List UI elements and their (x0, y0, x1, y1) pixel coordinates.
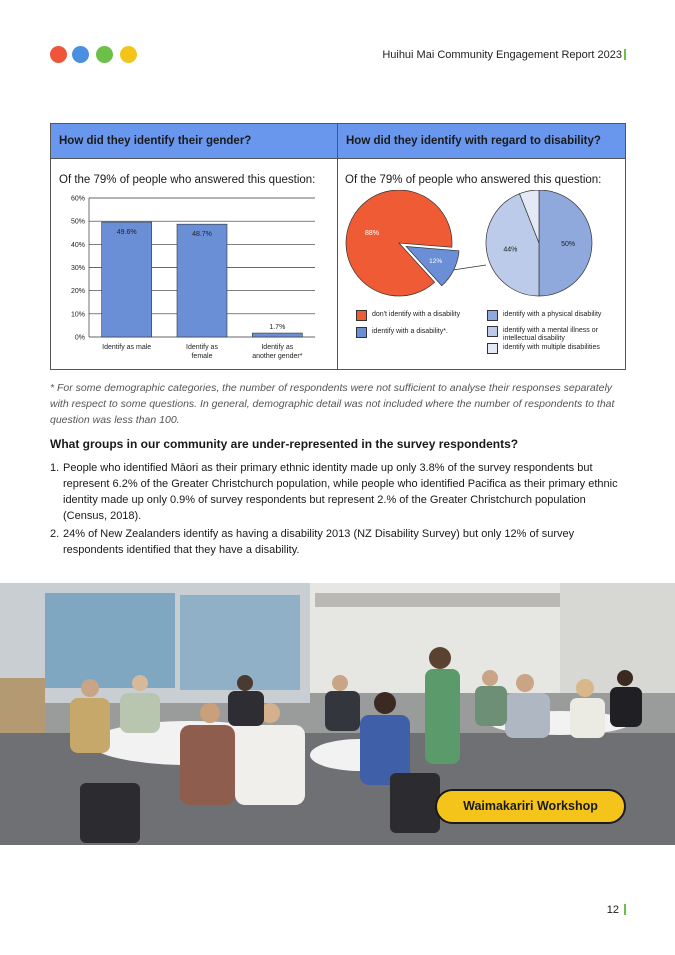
x-category-label: female (191, 353, 213, 360)
bar (177, 224, 227, 337)
y-tick-label: 10% (70, 311, 85, 319)
disability-heading: How did they identify with regard to disability? (338, 124, 625, 158)
logo-mark-yellow (120, 46, 137, 63)
legend-label: identify with multiple disabilities (503, 344, 600, 351)
list-text: 24% of New Zealanders identify as having a disability 2013 (NZ Disability Survey) but only 12% of survey respondents identified that they have a disability. (63, 528, 575, 556)
legend-label: identify with a physical disability (503, 311, 602, 318)
x-category-label: Identify as (186, 344, 218, 351)
footnote: * For some demographic categories, the number of respondents were not sufficient to analyse their responses separately with respect to some questions. In general, demographic detail was not included where the number of respondents to that question was less than 100. (50, 382, 615, 426)
list-number: 2. (50, 528, 60, 540)
connector-line (454, 265, 486, 270)
legend-swatch (356, 310, 367, 321)
logo-mark-green (96, 46, 113, 63)
list-item (50, 526, 630, 558)
legend-swatch (356, 327, 367, 338)
gender-subtitle: Of the 79% of people who answered this question: (59, 174, 316, 186)
header-accent-bar (624, 49, 626, 60)
logo-mark-blue (72, 46, 89, 63)
x-category-label: Identify as male (102, 344, 152, 351)
section-question: What groups in our community are under-represented in the survey respondents? (50, 437, 519, 451)
page-number-accent-bar (624, 904, 626, 915)
x-category-label: Identify as (261, 344, 294, 351)
logo-mark-red (50, 46, 67, 63)
pie-slice (346, 190, 452, 296)
demographics-table (50, 123, 626, 370)
legend-label: identify with a disability*. (372, 328, 448, 335)
legend-label: don't identify with a disability (372, 311, 461, 318)
breakdown-data-label: 44% (503, 246, 518, 254)
legend-label: identify with a mental illness or intellectual disability (503, 327, 598, 342)
bar (252, 333, 302, 337)
disability-subtitle: Of the 79% of people who answered this question: (345, 174, 602, 186)
legend-swatch (487, 326, 498, 337)
page-number: 12 (606, 904, 619, 916)
legend-swatch (487, 343, 498, 354)
list-text: People who identified Māori as their primary ethnic identity made up only 3.8% of the survey respondents but represent 6.2% of the Greater Christchurch population, while people who identified Pacifica as their primary ethnic identity made up only 0.9% of survey respondents but represent 2.% of the Greater Christchurch population (Census, 2018). (63, 462, 618, 522)
y-tick-label: 60% (70, 195, 85, 203)
breakdown-data-label: 50% (561, 241, 576, 248)
gender-bar-chart (51, 190, 337, 368)
disability-pie-chart (338, 190, 625, 300)
list-item (50, 460, 630, 524)
header-divider (51, 158, 625, 159)
bar-data-label: 1.7% (269, 324, 286, 332)
pie-data-label: 88% (364, 230, 380, 237)
list-number: 1. (50, 462, 60, 474)
y-tick-label: 50% (70, 218, 85, 226)
report-title: Huihui Mai Community Engagement Report 2023 (382, 49, 622, 61)
pie-data-label: 12% (429, 258, 443, 266)
x-category-label: another gender* (252, 353, 303, 360)
bar-data-label: 49.6% (116, 229, 137, 237)
photo-caption-badge: Waimakariri Workshop (435, 789, 626, 824)
y-tick-label: 30% (70, 265, 85, 272)
gender-heading: How did they identify their gender? (51, 124, 337, 158)
y-tick-label: 40% (70, 241, 85, 249)
bar-data-label: 48.7% (192, 231, 212, 239)
y-tick-label: 0% (74, 334, 85, 342)
bar (102, 222, 152, 337)
legend-swatch (487, 310, 498, 321)
y-tick-label: 20% (70, 288, 85, 296)
